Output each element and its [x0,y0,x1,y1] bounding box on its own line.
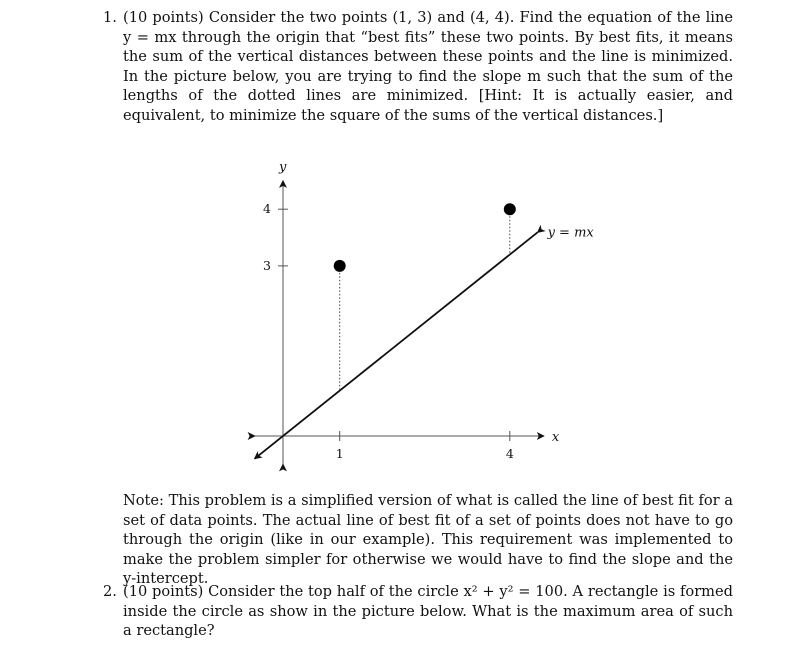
data-point [504,203,516,215]
x-tick-label: 1 [335,446,344,461]
data-point [334,260,346,272]
problem-1-text: (10 points) Consider the two points (1, 3) and (4, 4). Find the equation of the line y = mx through the origin that “best fits” these two points. By best fits, it means the sum of the vertical distances between these points and the line is minimized. In the picture below, you are trying to find the slope m such that the sum of the lengths of the dotted lines are minimized. [Hint: It is actually easier, and equivalent, to minimize the square of the sums of the vertical distances.] [123,9,733,124]
problem-1-number: 1. [103,9,117,26]
note-paragraph: Note: This problem is a simplified version of what is called the line of best fit for a set of data points. The actual line of best fit of a set of points does not have to go through the origin (like in our example). This requirement was implemented to make the problem simpler for otherwise we would have to find the slope and the y-intercept. [123,492,733,587]
best-fit-line [255,232,538,458]
y-axis-label: y [279,159,287,175]
x-axis-label: x [551,430,560,445]
y-tick-label: 3 [263,257,271,273]
problem-2 [103,582,733,641]
problem-2-number: 2. [103,583,117,600]
y-tick-label: 4 [263,201,271,217]
problem-2-text: (10 points) Consider the top half of the circle x² + y² = 100. A rectangle is formed inside the circle as show in the picture below. What is the maximum area of such a rectangle? [123,583,733,639]
line-label: y = mx [547,225,594,241]
x-tick-label: 4 [505,446,514,461]
